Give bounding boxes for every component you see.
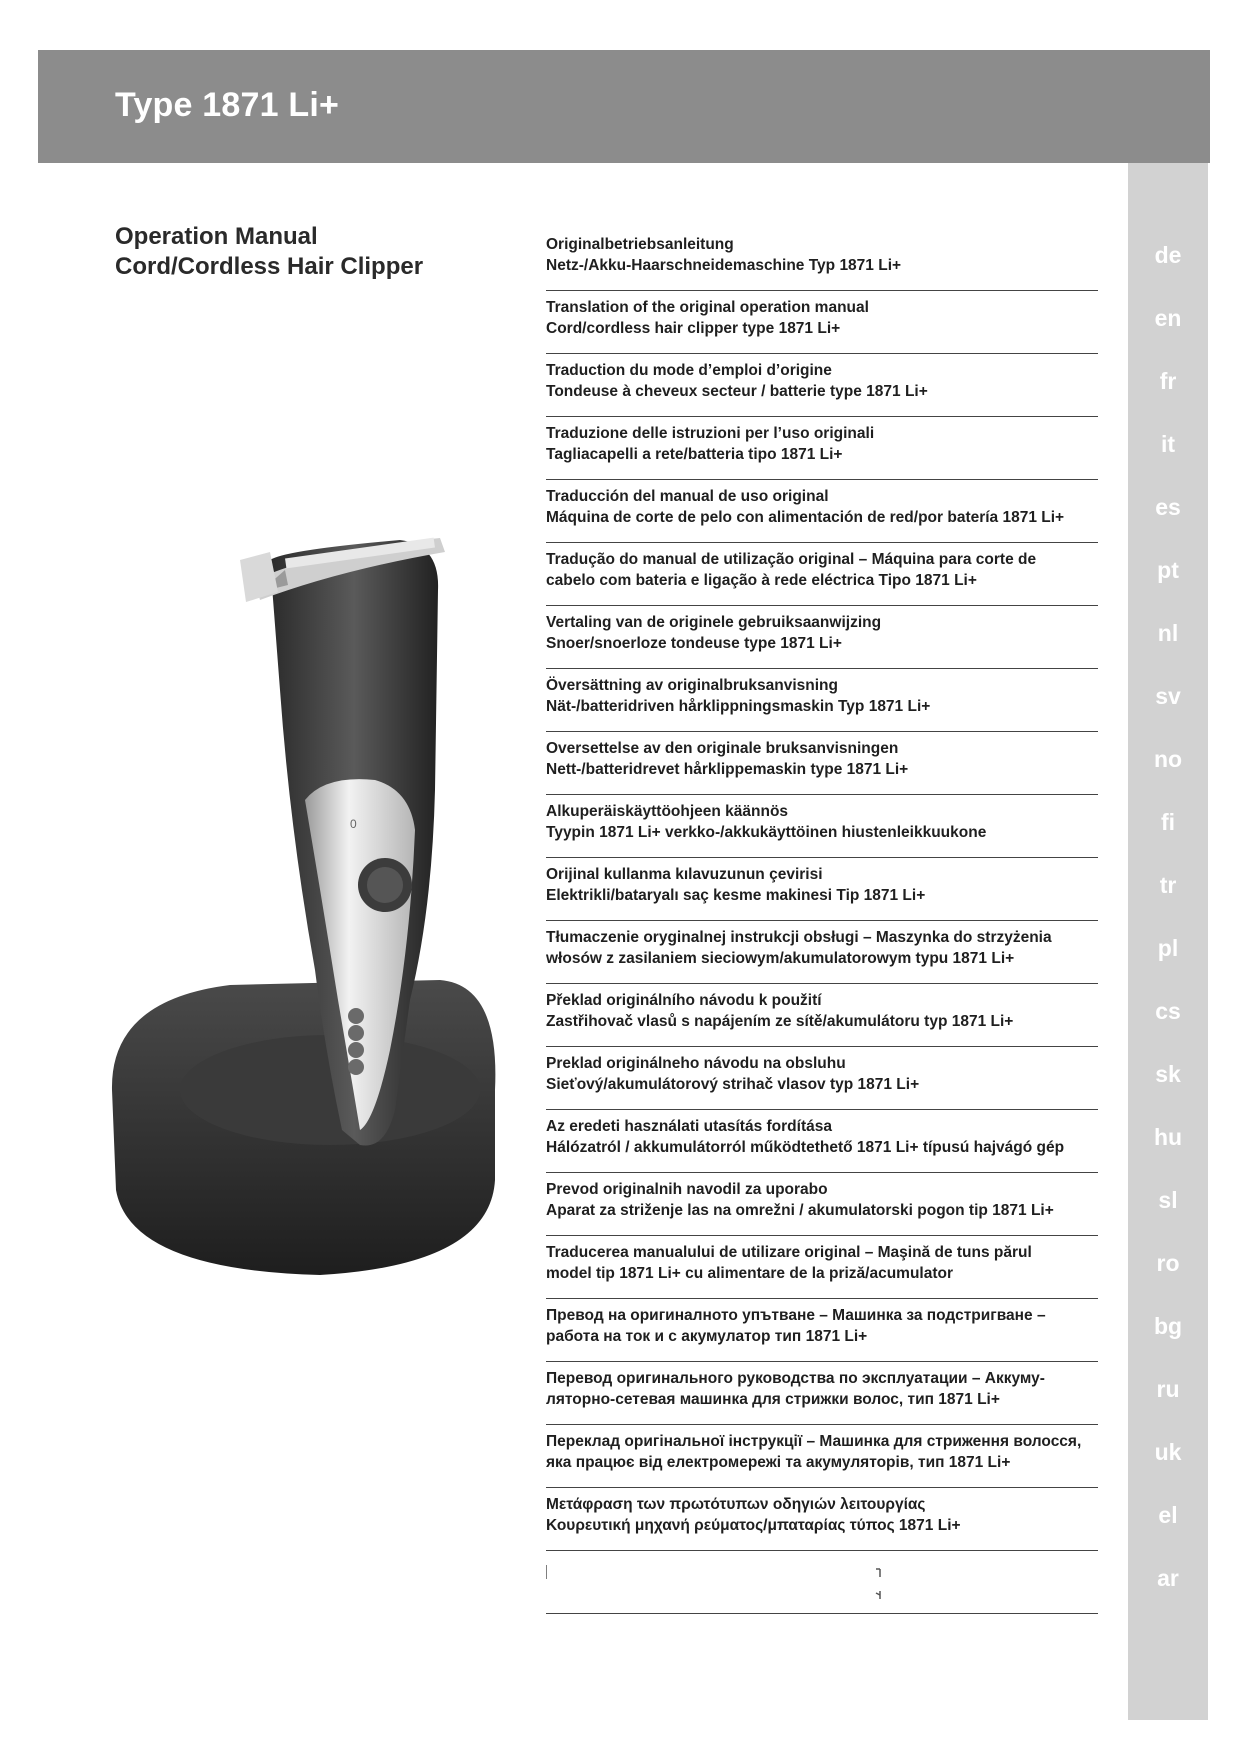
manual-title-line1: Operation Manual — [115, 223, 318, 250]
lang-code-it: it — [1160, 431, 1176, 457]
lang-code-fr: fr — [1159, 368, 1177, 394]
list-item-ru: Перевод оригинального руководства по эксплуатации – Аккуму- ляторно-сетевая машинка для стрижки волос, тип 1871 Li+ — [546, 1362, 1098, 1425]
model-title: Type 1871 Li+ — [115, 86, 340, 124]
list-item-en: Translation of the original operation manual Cord/cordless hair clipper type 1871 Li+ — [546, 291, 1098, 354]
list-item-fr: Traduction du mode d’emploi d’origine Tondeuse à cheveux secteur / batterie type 1871 Li+ — [546, 354, 1098, 417]
lang-code-no: no — [1153, 746, 1183, 772]
lang-code-sk: sk — [1155, 1061, 1181, 1087]
list-item-sv: Översättning av originalbruksanvisning Nät-/batteridriven hårklippningsmaskin Typ 1871 Li+ — [546, 669, 1098, 732]
lang-code-pt: pt — [1157, 557, 1179, 583]
lang-code-en: en — [1154, 305, 1182, 331]
list-item-el: Μετάφραση των πρωτότυπων οδηγιών λειτουργίας Κουρευτική μηχανή ρεύματος/μπαταρίας τύπος 1871 Li+ — [546, 1488, 1098, 1551]
list-item-nl: Vertaling van de originele gebruiksaanwijzing Snoer/snoerloze tondeuse type 1871 Li+ — [546, 606, 1098, 669]
list-item-hu: Az eredeti használati utasítás fordítása Hálózatról / akkumulátorról működtethető 1871 Li+ típusú hajvágó gép — [546, 1110, 1098, 1173]
lang-code-sl: sl — [1158, 1187, 1178, 1213]
list-item-es: Traducción del manual de uso original Máquina de corte de pelo con alimentación de red/por batería 1871 Li+ — [546, 480, 1098, 543]
lang-code-ar: ar — [1157, 1565, 1179, 1591]
lang-code-ro: ro — [1156, 1250, 1180, 1276]
list-item-pt: Tradução do manual de utilização original – Máquina para corte de cabelo com bateria e ligação à rede eléctrica Tipo 1871 Li+ — [546, 543, 1098, 606]
lang-code-uk: uk — [1154, 1439, 1182, 1465]
list-item-ar — [546, 1551, 1098, 1614]
list-item-ro: Traducerea manualului de utilizare original – Maşină de tuns părul model tip 1871 Li+ cu alimentare de la priză/acumulator — [546, 1236, 1098, 1299]
list-item-sk: Preklad originálneho návodu na obsluhu Sieťový/akumulátorový strihač vlasov typ 1871 Li+ — [546, 1047, 1098, 1110]
lang-code-pl: pl — [1157, 935, 1179, 961]
lang-code-bg: bg — [1153, 1313, 1183, 1339]
lang-code-cs: cs — [1155, 998, 1181, 1024]
list-item-tr: Orijinal kullanma kılavuzunun çevirisi Elektrikli/bataryalı saç kesme makinesi Tip 1871 Li+ — [546, 858, 1098, 921]
hair-clipper-image — [110, 530, 530, 1290]
lang-code-es: es — [1155, 494, 1181, 520]
list-item-uk: Переклад оригінальної інструкції – Машинка для стриження волосся, яка працює від електромережі та акумуляторів, тип 1871 Li+ — [546, 1425, 1098, 1488]
list-item-de: Originalbetriebsanleitung Netz-/Akku-Haarschneidemaschine Typ 1871 Li+ — [546, 228, 1098, 291]
manual-title-line2: Cord/Cordless Hair Clipper — [115, 253, 424, 280]
lang-code-nl: nl — [1157, 620, 1179, 646]
lang-code-hu: hu — [1153, 1124, 1183, 1150]
lang-code-de: de — [1154, 242, 1182, 268]
list-item-pl: Tłumaczenie oryginalnej instrukcji obsługi – Maszynka do strzyżenia włosów z zasilaniem sieciowym/akumulatorowym typu 1871 Li+ — [546, 921, 1098, 984]
language-sidebar — [1128, 163, 1208, 1720]
lang-code-el: el — [1158, 1502, 1178, 1528]
list-item-it: Traduzione delle istruzioni per l’uso originali Tagliacapelli a rete/batteria tipo 1871 Li+ — [546, 417, 1098, 480]
svg-text:0: 0 — [350, 817, 357, 831]
list-item-sl: Prevod originalnih navodil za uporabo Aparat za striženje las na omrežni / akumulatorski pogon tip 1871 Li+ — [546, 1173, 1098, 1236]
lang-code-ru: ru — [1156, 1376, 1180, 1402]
lang-code-tr: tr — [1159, 872, 1177, 898]
list-item-cs: Překlad originálního návodu k použití Zastřihovač vlasů s napájením ze sítě/akumulátoru typ 1871 Li+ — [546, 984, 1098, 1047]
manual-title — [115, 222, 423, 282]
arabic-text-placeholder-icon — [546, 1561, 1098, 1601]
lang-code-fi: fi — [1160, 809, 1176, 835]
list-item-no: Oversettelse av den originale bruksanvisningen Nett-/batteridrevet hårklippemaskin type 1871 Li+ — [546, 732, 1098, 795]
list-item-fi: Alkuperäiskäyttöohjeen käännös Tyypin 1871 Li+ verkko-/akkukäyttöinen hiustenleikkuukone — [546, 795, 1098, 858]
list-item-bg: Превод на оригиналното упътване – Машинка за подстригване – работа на ток и с акумулатор тип 1871 Li+ — [546, 1299, 1098, 1362]
lang-code-sv: sv — [1155, 683, 1181, 709]
